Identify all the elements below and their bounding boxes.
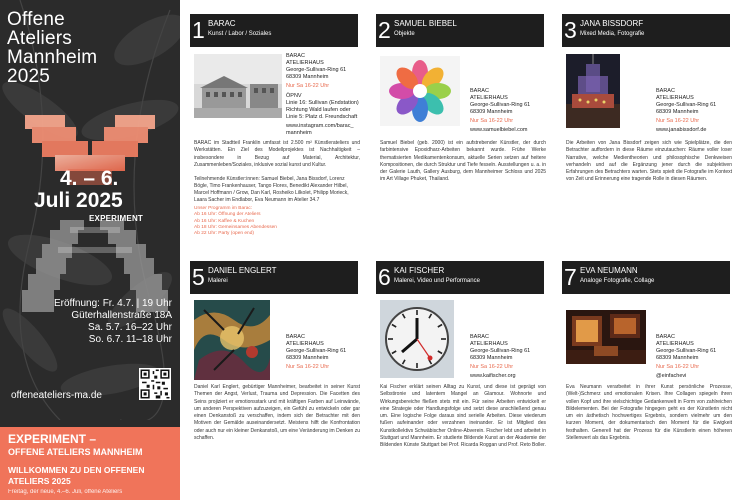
artist-description-7: Eva Neumann verarbeitet in ihrer Kunst persönliche Prozesse, (Welt-)Schmerz und emotionalen Krisen. Ihre Collagen spiegeln ihren vollen Kopf und ihre vielschichtige Gedankenwelt in Form von zahlreichen Bildelementen. Bei der Fotografie hingegen geht es der Künstlerin nicht um ein ästhetisch hochwertiges Ergebnis, sondern vielmehr um den kurzen Moment, der dokumentarisch den Moment für die Ewigkeit festhalten. Generell hat der Prozess für die Künstlerin einen höheren Stellenwert als das Ergebnis. bbox=[566, 384, 732, 442]
artist-header-5 bbox=[190, 261, 358, 294]
artist-number: 6 bbox=[378, 264, 391, 290]
artist-address-5: BARAC ATELIERHAUS George-Sullivan-Ring 61 68309 Mannheim Nur Sa 16-22 Uhr bbox=[286, 334, 361, 371]
artist-web-link[interactable]: www.samuelbiebel.com bbox=[470, 127, 528, 133]
participants-list: Teilnehmende Künstler:innen: Samuel Biebel, Jana Bissdorf, Lorenz Bögle, Timo Frankenhauser, Tango Flores, Benedikt Alexander Hilbel, Marcel Hoffmann / Grow, Dan Karl, Rosheiko Lilkolet, Philipp Morieck, Laara Sacher im Endlabor, Eva Neumann im Atelier 34.7 bbox=[194, 176, 349, 203]
date-month-year: Juli 2025 bbox=[34, 189, 123, 212]
artist-web-link[interactable]: www.instagram.com/barac_ bbox=[286, 123, 354, 129]
artist-genre: Objekte bbox=[394, 31, 415, 37]
artist-description-5: Daniel Karl Englert, gebürtiger Mannheimer, bearbeitet in seiner Kunst Themen der Angst, Verlust, Trauma und Depression. Die Facetten des Seins projiziert er emotionsstark und mit kräftigen Farben auf Leinwände, um anderen Perspektiven aufzuzeigen, ein Gefühl zu entwickeln oder gar einen Denkanstoß zu verschaffen, indem sich der Betrachter mit den Motiven der Gemälde auseinandersetzt. Meistens hilft die Konfrontation oder auch nur ein kleiner Denkanstoß, um eine Veränderung im Denken zu schaffen. bbox=[194, 384, 360, 442]
event-opening: Eröffnung: Fr. 4.7. | 19 Uhr bbox=[53, 298, 172, 309]
artist-address-6: BARAC ATELIERHAUS George-Sullivan-Ring 61 68309 Mannheim Nur Sa 16-22 Uhr www.kaifischer.org bbox=[470, 334, 545, 380]
artist-genre: Malerei, Video und Performance bbox=[394, 278, 480, 284]
artist-name: DANIEL ENGLERT bbox=[208, 266, 277, 275]
poster-title bbox=[7, 10, 97, 86]
qr-code-icon[interactable] bbox=[139, 368, 171, 400]
title-line: Offene bbox=[7, 9, 65, 30]
artist-description-2: Samuel Biebel (geb. 2000) ist ein aufstrebender Künstler, der durch farbintensive Epoxidharz-Arbeiten bekannt wurde. Frühe Werke thematisierten Medikamentenkonsum, aktuelle Serien setzen auf heitere Kompositionen, die durch Struktur und Tiefe fesseln. Ausstellungen u. a. in der Galerie Lauth, Gallery Ausburg, dem Mannheimer Schloss und 2025 im Art Village Phuket, Thailand. bbox=[380, 140, 546, 183]
title-line: 2025 bbox=[7, 66, 51, 87]
banner-heading: EXPERIMENT – bbox=[8, 432, 97, 446]
opening-time: Nur Sa 16-22 Uhr bbox=[286, 83, 330, 89]
artist-address-1: BARAC ATELIERHAUS George-Sullivan-Ring 61 68309 Mannheim Nur Sa 16-22 Uhr ÖPNV Linie 16: Sullivan (Endstation) Richtung Wald laufen oder Linie 5: Platz d. Freundschaft www.instagram.com/barac_ mannheim bbox=[286, 53, 361, 137]
event-saturday: Sa. 5.7. 16–22 Uhr bbox=[88, 322, 172, 333]
program-list: Unser Programm im Barac: Ab 16 Uhr: Öffnung der Ateliers Ab 16 Uhr: Kaffee & Kuchen Ab 18 Uhr: Gemeinsames Abendessen Ab 22 Uhr: Party (open end) bbox=[194, 206, 277, 237]
title-line: Mannheim bbox=[7, 47, 98, 68]
artist-header-2 bbox=[376, 14, 544, 47]
artist-name: BARAC bbox=[208, 19, 236, 28]
title-line: Ateliers bbox=[7, 28, 72, 49]
date-range: 4. – 6. bbox=[60, 167, 119, 190]
artist-name: JANA BISSDORF bbox=[580, 19, 644, 28]
banner bbox=[0, 427, 180, 500]
theme-label: EXPERIMENT bbox=[89, 214, 144, 223]
artist-header-7 bbox=[562, 261, 730, 294]
artist-address-2: BARAC ATELIERHAUS George-Sullivan-Ring 61 68309 Mannheim Nur Sa 16-22 Uhr www.samuelbiebel.com bbox=[470, 88, 545, 134]
artist-header-6 bbox=[376, 261, 544, 294]
opening-time: Nur Sa 16-22 Uhr bbox=[286, 364, 330, 370]
artist-web-link[interactable]: www.kaifischer.org bbox=[470, 373, 516, 379]
artist-header-3 bbox=[562, 14, 730, 47]
poster-panel bbox=[0, 0, 180, 500]
banner-welcome: WILLKOMMEN ZU DEN OFFENEN ATELIERS 2025 bbox=[8, 465, 145, 486]
mixed-media-installation-photo bbox=[566, 54, 620, 128]
artist-name: SAMUEL BIEBEL bbox=[394, 19, 457, 28]
event-sunday: So. 6.7. 11–18 Uhr bbox=[88, 334, 172, 345]
artist-genre: Malerei bbox=[208, 278, 228, 284]
artist-genre: Kunst / Labor / Soziales bbox=[208, 31, 272, 37]
artist-number: 7 bbox=[564, 264, 577, 290]
artist-genre: Mixed Media, Fotografie bbox=[580, 31, 645, 37]
opening-time: Nur Sa 16-22 Uhr bbox=[656, 364, 700, 370]
opening-time: Nur Sa 16-22 Uhr bbox=[470, 364, 514, 370]
banner-fineprint: Freitag, der neue, 4.–6. Juli, offene Ateliers bbox=[8, 489, 123, 495]
banner-subheading: OFFENE ATELIERS MANNHEIM bbox=[8, 447, 143, 457]
artist-description-1: BARAC im Stadtteil Franklin umfasst ist 2.500 m² Künstlerateliers und Werkstätten. Ein Ziel des Modellprojektes ist Nachhaltigkeit – insbesondere in Bezug auf Material, Architektur, Zusammenleben/Soziales, inklusive sozial kunst und Kultur. bbox=[194, 140, 360, 168]
artist-web-link[interactable]: @einfachevi bbox=[656, 373, 687, 379]
analog-photo-room bbox=[566, 310, 646, 364]
artist-header-1 bbox=[190, 14, 358, 47]
barac-building-photo bbox=[194, 54, 282, 118]
expressive-painting-photo bbox=[194, 300, 270, 380]
artist-number: 2 bbox=[378, 17, 391, 43]
artist-address-3: BARAC ATELIERHAUS George-Sullivan-Ring 61 68309 Mannheim Nur Sa 16-22 Uhr www.janabissdorf.de bbox=[656, 88, 731, 134]
website-link[interactable]: offeneateliers-ma.de bbox=[11, 390, 102, 401]
artist-description-6: Kai Fischer erklärt seinen Alltag zu Kunst, und diese ist geprägt von Selbstironie und latentem Mangel an Glamour. Wohnorte und Wirkungsbereiche fließen stets mit ein. Für seine Arbeiten entwickelt er eine Strategie oder Handlungsfolge und setzt diese anschließend genau um. Eine logische Folge daraus sind serielle Arbeiten. Diese wiederum fußen aufeinander oder verzahnen ineinander. Er ist Mitglied des Kunstkollektivs Schwäbischer Online-Abverein. Fischer lebt und arbeitet in Stuttgart und Mannheim. Er studierte Bildende Kunst an der Akademie der Bildenden Künste Stuttgart bei Prof. Ricarda Roggan und Prof. Reto Boller. bbox=[380, 384, 546, 449]
event-location: Güterhallenstraße 18A bbox=[71, 310, 172, 321]
artist-genre: Analoge Fotografie, Collage bbox=[580, 278, 655, 284]
colorful-flower-artwork bbox=[380, 56, 460, 126]
artist-number: 5 bbox=[192, 264, 205, 290]
artist-name: EVA NEUMANN bbox=[580, 266, 638, 275]
artist-number: 1 bbox=[192, 17, 205, 43]
opening-time: Nur Sa 16-22 Uhr bbox=[656, 118, 700, 124]
artist-number: 3 bbox=[564, 17, 577, 43]
artist-web-link[interactable]: www.janabissdorf.de bbox=[656, 127, 707, 133]
artist-address-7: BARAC ATELIERHAUS George-Sullivan-Ring 61 68309 Mannheim Nur Sa 16-22 Uhr @einfachevi bbox=[656, 334, 731, 380]
clock-artwork-photo bbox=[380, 300, 454, 378]
artist-name: KAI FISCHER bbox=[394, 266, 445, 275]
opening-time: Nur Sa 16-22 Uhr bbox=[470, 118, 514, 124]
artist-description-3: Die Arbeiten von Jana Bissdorf zeigen sich wie Spielplätze, die den Betrachter auffordern in diese Räume einzutauchen: Räume voller loser Narrative, welche Medientheorien und philosophische Denkweisen verhandeln und auf die Ergänzung jener durch die subjektiven Erfahrungen des Betrachters warten. Stets spielt die Fotografie im Kontext von Zeit und Erinnerung eine tragende Rolle in diesen Räumen. bbox=[566, 140, 732, 183]
